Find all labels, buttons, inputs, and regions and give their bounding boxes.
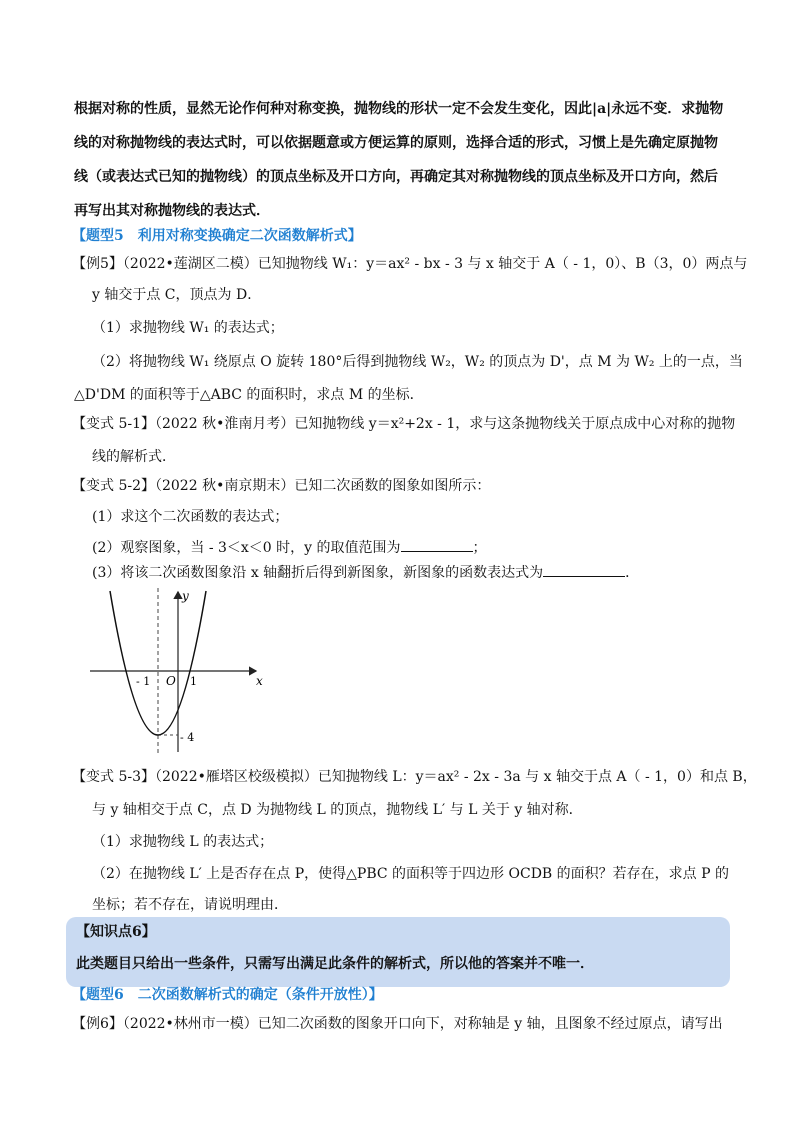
variant5-2-line-1: 【变式 5-2】（2022 秋•南京期末）已知二次函数的图象如图所示： [72,478,491,494]
variant5-1-line-2: 线的解析式． [92,449,176,465]
example5-line-2: y 轴交于点 C，顶点为 D． [92,287,262,303]
y-axis-label: y [182,589,189,603]
answer-blank-1[interactable] [401,537,473,552]
example5-q2b: △D'DM 的面积等于△ABC 的面积时，求点 M 的坐标． [74,387,424,403]
example5-q2a: （2）将抛物线 W₁ 绕原点 O 旋转 180°后得到抛物线 W₂，W₂ 的顶点为 D'，点 M 为 W₂ 上的一点，当 [92,354,743,370]
variant5-2-q2-end: ； [472,540,487,556]
knowledge-box [66,917,730,987]
variant5-2-q2 [92,537,487,558]
x-axis-label: x [256,674,263,688]
variant5-3-q1: （1）求抛物线 L 的表达式； [92,834,274,850]
knowledge6-title: 【知识点6】 [76,924,156,940]
intro-line-3: 线（或表达式已知的抛物线）的顶点坐标及开口方向，再确定其对称抛物线的顶点坐标及开口方向，然后 [74,169,718,185]
answer-blank-2[interactable] [543,562,625,577]
neg1-label: - 1 [136,675,151,688]
variant5-3-line-1: 【变式 5-3】（2022•雁塔区校级模拟）已知抛物线 L：y＝ax² - 2x - 3a 与 x 轴交于点 A（ - 1，0）和点 B， [72,769,757,785]
example5-q1: （1）求抛物线 W₁ 的表达式； [92,320,284,336]
variant5-2-q3-end: ． [625,565,640,581]
variant5-2-q2-text: (2）观察图象，当 - 3＜x＜0 时，y 的取值范围为 [92,540,401,556]
pos1-label: 1 [190,675,197,688]
variant5-3-q2a: （2）在抛物线 L′ 上是否存在点 P，使得△PBC 的面积等于四边形 OCDB 的面积？若存在，求点 P 的 [92,866,729,882]
parabola-graph [86,586,266,756]
type6-heading: 【题型6 二次函数解析式的确定（条件开放性）】 [72,987,383,1003]
variant5-2-q3-text: (3）将该二次函数图象沿 x 轴翻折后得到新图象，新图象的函数表达式为 [92,565,544,581]
example6-line-1: 【例6】（2022•林州市一模）已知二次函数的图象开口向下，对称轴是 y 轴，且图象不经过原点，请写出 [72,1016,723,1032]
example5-line-1: 【例5】（2022•莲湖区二模）已知抛物线 W₁：y＝ax² - bx - 3 与 x 轴交于 A（ - 1，0）、B（3，0）两点与 [72,256,748,272]
intro-line-1: 根据对称的性质，显然无论作何种对称变换，抛物线的形状一定不会发生变化，因此|a|永远不变．求抛物 [74,101,724,117]
neg4-label: - 4 [180,731,195,744]
variant5-3-q2b: 坐标；若不存在，请说明理由． [92,897,288,913]
knowledge6-text: 此类题目只给出一些条件，只需写出满足此条件的解析式，所以他的答案并不唯一． [76,956,594,972]
variant5-2-q1: (1）求这个二次函数的表达式； [92,509,289,525]
intro-line-4: 再写出其对称抛物线的表达式． [74,203,270,219]
variant5-1-line-1: 【变式 5-1】（2022 秋•淮南月考）已知抛物线 y＝x²+2x - 1，求与这条抛物线关于原点成中心对称的抛物 [72,416,736,432]
origin-label: O [166,674,176,688]
variant5-2-q3 [92,562,639,583]
intro-line-2: 线的对称抛物线的表达式时，可以依据题意或方便运算的原则，选择合适的形式，习惯上是先确定原抛物 [74,135,718,151]
variant5-3-line-2: 与 y 轴相交于点 C，点 D 为抛物线 L 的顶点，抛物线 L′ 与 L 关于 y 轴对称． [92,802,583,818]
type5-heading: 【题型5 利用对称变换确定二次函数解析式】 [72,228,362,244]
